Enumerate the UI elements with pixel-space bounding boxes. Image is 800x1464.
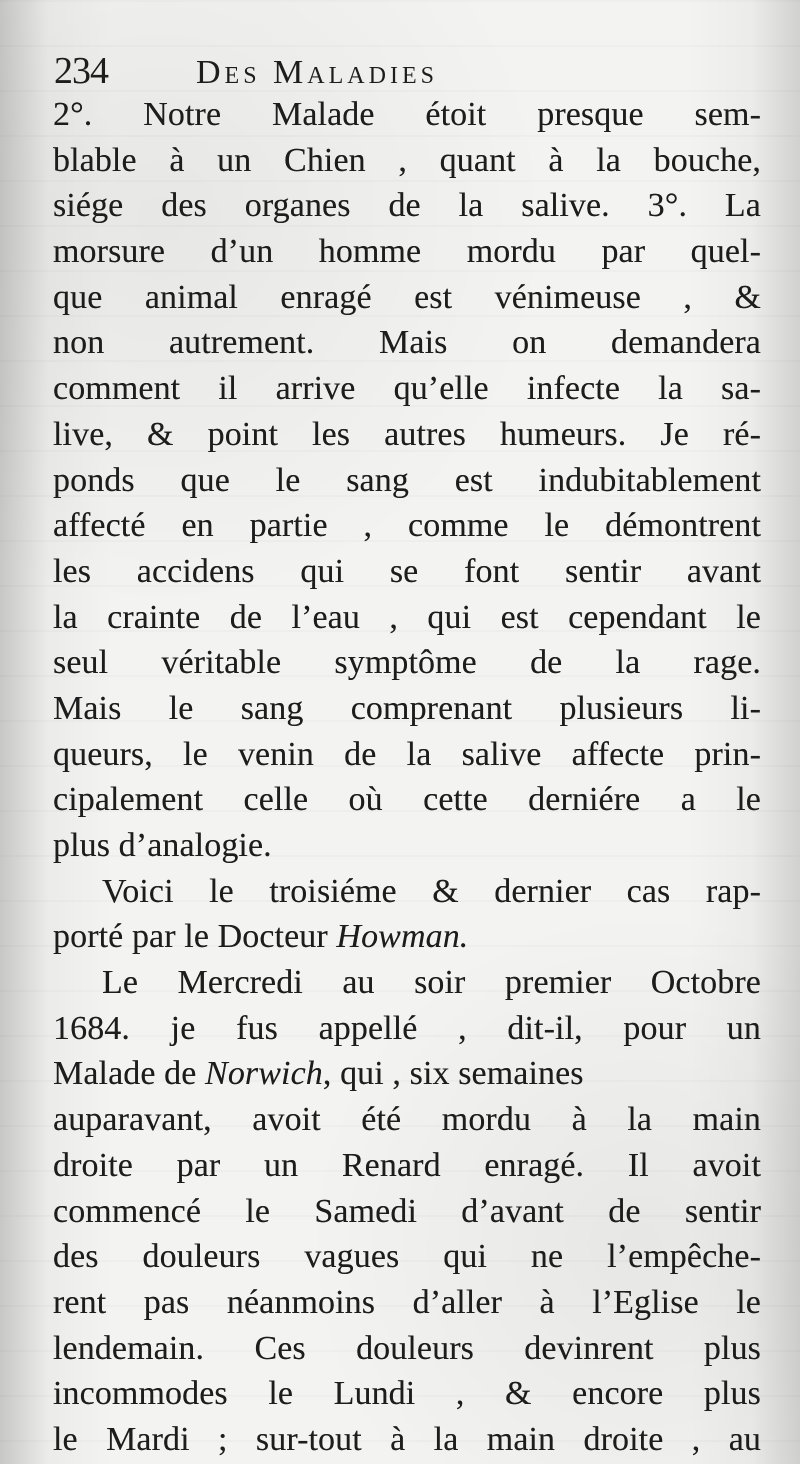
- body-line-24: droite par un Renard enragé. Il avoit: [53, 1146, 761, 1184]
- body-line-3: siége des organes de la salive. 3°. La: [53, 187, 761, 225]
- body-line-12: la crainte de l’eau , qui est cependant le: [53, 598, 761, 636]
- body-line-22-suffix: , qui , six semaines: [322, 1055, 584, 1093]
- body-line-2: blable à un Chien , quant à la bouche,: [53, 141, 761, 179]
- body-line-11: les accidens qui se font sentir avant: [53, 552, 761, 590]
- body-line-16: cipalement celle où cette derniére a le: [53, 781, 761, 819]
- body-line-13: seul véritable symptôme de la rage.: [53, 644, 761, 682]
- body-line-10: affecté en partie , comme le démontrent: [53, 507, 761, 545]
- body-line-6: non autrement. Mais on demandera: [53, 324, 761, 362]
- body-line-19: [53, 914, 761, 960]
- body-line-8: live, & point les autres humeurs. Je ré-: [53, 415, 761, 453]
- body-line-18: Voici le troisiéme & dernier cas rap-: [102, 872, 761, 910]
- body-line-20: Le Mercredi au soir premier Octobre: [102, 964, 761, 1002]
- body-line-27: rent pas néanmoins d’aller à l’Eglise le: [53, 1283, 761, 1321]
- place-name: Norwich: [205, 1055, 323, 1093]
- body-line-9: ponds que le sang est indubitablement: [53, 461, 761, 499]
- body-line-28: lendemain. Ces douleurs devinrent plus: [53, 1329, 761, 1367]
- body-line-21: 1684. je fus appellé , dit-il, pour un: [53, 1009, 761, 1047]
- body-line-25: commencé le Samedi d’avant de sentir: [53, 1192, 761, 1230]
- doctor-name: Howman.: [336, 918, 469, 956]
- body-line-22-prefix: Malade de: [53, 1055, 206, 1093]
- body-line-15: queurs, le venin de la salive affecte prin-: [53, 735, 761, 773]
- body-line-17: plus d’analogie.: [53, 827, 272, 864]
- body-line-1: 2°. Notre Malade étoit presque sem-: [53, 96, 761, 133]
- page-number: 234: [54, 50, 108, 92]
- body-line-29: incommodes le Lundi , & encore plus: [53, 1375, 761, 1413]
- body-line-23: auparavant, avoit été mordu à la main: [53, 1101, 761, 1139]
- running-title: Des Maladies: [196, 54, 438, 91]
- body-line-22: [53, 1051, 761, 1097]
- body-line-14: Mais le sang comprenant plusieurs li-: [53, 689, 761, 727]
- body-line-7: comment il arrive qu’elle infecte la sa-: [53, 370, 761, 408]
- page-body: [53, 92, 761, 1463]
- body-line-5: que animal enragé est vénimeuse , &: [53, 278, 761, 316]
- running-header: [54, 42, 754, 90]
- body-line-30: le Mardi ; sur-tout à la main droite , au: [53, 1420, 761, 1458]
- body-line-26: des douleurs vagues qui ne l’empêche-: [53, 1238, 761, 1276]
- body-line-4: morsure d’un homme mordu par quel-: [53, 233, 761, 271]
- body-line-19-text: porté par le Docteur: [53, 918, 337, 956]
